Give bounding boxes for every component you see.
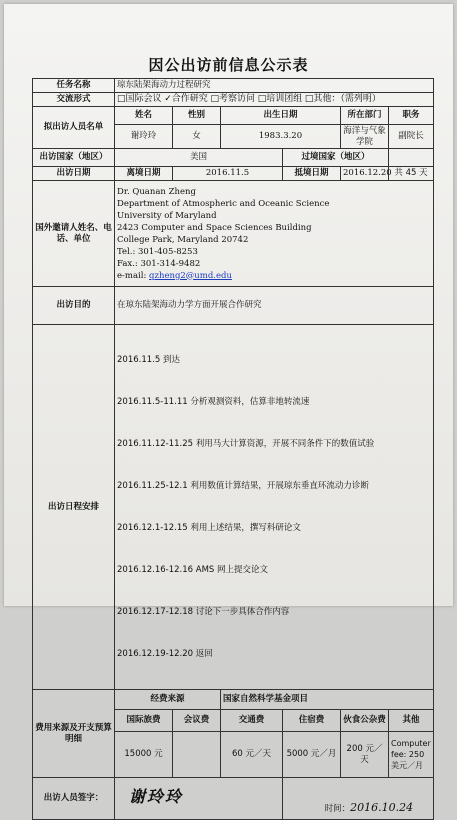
time-label: 时间： xyxy=(324,804,351,814)
funding-label: 费用来源及开支预算明细 xyxy=(33,690,115,778)
inviter-label: 国外邀请人姓名、电话、单位 xyxy=(33,181,115,287)
option-training[interactable]: □培训团组 xyxy=(257,94,303,104)
header-meal-fee: 伙食公杂费 xyxy=(341,710,389,732)
visitor-position: 副院长 xyxy=(389,125,434,149)
other-fee-value: Computer fee: 250 美元／月 xyxy=(389,732,434,778)
depart-label: 离境日期 xyxy=(115,167,173,181)
option-cooperation[interactable]: ✓合作研究 xyxy=(164,94,208,104)
schedule-item: 2016.11.5 到达 xyxy=(117,355,180,365)
task-label: 任务名称 xyxy=(33,79,115,93)
funding-source-value: 国家自然科学基金项目 xyxy=(221,690,434,710)
purpose-label: 出访目的 xyxy=(33,287,115,325)
header-lodging-fee: 住宿费 xyxy=(283,710,341,732)
transport-fee-value: 60 元／天 xyxy=(221,732,283,778)
info-form-table xyxy=(32,78,434,820)
signature-label: 出访人员签字： xyxy=(33,778,115,820)
signature-row xyxy=(33,778,434,820)
country-row xyxy=(33,149,434,167)
total-days: 共 45 天 xyxy=(389,167,434,181)
visitor-department: 海洋与气象学院 xyxy=(341,125,389,149)
task-value: 琼东陆架海动力过程研究 xyxy=(115,79,434,93)
inviter-tel: Tel.: 301-405-8253 xyxy=(117,246,198,257)
header-transport-fee: 交通费 xyxy=(221,710,283,732)
inviter-fax: Fax.: 301-314-9482 xyxy=(117,258,201,269)
country-value: 美国 xyxy=(115,149,283,167)
option-intl-meeting[interactable]: □国际会议 xyxy=(117,94,162,104)
header-other-fee: 其他 xyxy=(389,710,434,732)
country-label: 出访国家（地区） xyxy=(33,149,115,167)
inviter-name: Dr. Quanan Zheng xyxy=(117,186,196,197)
transit-value xyxy=(389,149,434,167)
visitors-label: 拟出访人员名单 xyxy=(33,107,115,149)
document-page xyxy=(4,4,453,814)
schedule-item: 2016.12.17-12.18 讨论下一步具体合作内容 xyxy=(117,607,290,617)
header-conference-fee: 会议费 xyxy=(173,710,221,732)
travel-fee-value: 15000 元 xyxy=(115,732,173,778)
schedule-item: 2016.11.12-11.25 利用马大计算资源，开展不同条件下的数值试验 xyxy=(117,439,375,449)
visitor-birthdate: 1983.3.20 xyxy=(221,125,341,149)
schedule-item: 2016.11.5-11.11 分析观测资料，估算非地转流速 xyxy=(117,397,310,407)
exchange-row xyxy=(33,93,434,107)
lodging-fee-value: 5000 元／月 xyxy=(283,732,341,778)
email-prefix: e-mail: xyxy=(117,270,150,281)
schedule-row xyxy=(33,325,434,690)
visitor-header-row xyxy=(33,107,434,125)
exchange-label: 交流形式 xyxy=(33,93,115,107)
signature-date: 2016.10.24 xyxy=(350,801,414,814)
header-department: 所在部门 xyxy=(341,107,389,125)
option-visit[interactable]: □考察访问 xyxy=(210,94,255,104)
arrive-date: 2016.12.20 xyxy=(341,167,389,181)
header-name: 姓名 xyxy=(115,107,173,125)
handwritten-signature: 谢玲玲 xyxy=(129,787,184,806)
task-row xyxy=(33,79,434,93)
option-other[interactable]: □其他：（需列明） xyxy=(304,94,381,104)
inviter-address-2: College Park, Maryland 20742 xyxy=(117,234,249,245)
arrive-label: 抵境日期 xyxy=(283,167,341,181)
inviter-email-link[interactable]: qzheng2@umd.edu xyxy=(149,270,232,281)
header-birthdate: 出生日期 xyxy=(221,107,341,125)
dates-row xyxy=(33,167,434,181)
inviter-university: University of Maryland xyxy=(117,210,217,221)
visitor-gender: 女 xyxy=(173,125,221,149)
document-title: 因公出访前信息公示表 xyxy=(148,56,309,74)
funding-source-label: 经费来源 xyxy=(115,690,221,710)
header-position: 职务 xyxy=(389,107,434,125)
funding-source-row xyxy=(33,690,434,710)
purpose-value: 在琼东陆架海动力学方面开展合作研究 xyxy=(115,287,434,325)
schedule-item: 2016.12.1-12.15 利用上述结果，撰写科研论文 xyxy=(117,523,301,533)
schedule-label: 出访日程安排 xyxy=(33,325,115,690)
header-travel-fee: 国际旅费 xyxy=(115,710,173,732)
schedule-item: 2016.11.25-12.1 利用数值计算结果，开展琼东垂直环流动力诊断 xyxy=(117,481,369,491)
schedule-item: 2016.12.16-12.16 AMS 网上提交论文 xyxy=(117,565,269,575)
conference-fee-value xyxy=(173,732,221,778)
schedule-item: 2016.12.19-12.20 返回 xyxy=(117,649,213,659)
transit-label: 过境国家（地区） xyxy=(283,149,389,167)
inviter-row xyxy=(33,181,434,287)
purpose-row xyxy=(33,287,434,325)
visitor-name: 谢玲玲 xyxy=(115,125,173,149)
meal-fee-value: 200 元／天 xyxy=(341,732,389,778)
dates-label: 出访日期 xyxy=(33,167,115,181)
header-gender: 性别 xyxy=(173,107,221,125)
inviter-department: Department of Atmospheric and Oceanic Science xyxy=(117,198,330,209)
depart-date: 2016.11.5 xyxy=(173,167,283,181)
inviter-address-1: 2423 Computer and Space Sciences Building xyxy=(117,222,312,233)
